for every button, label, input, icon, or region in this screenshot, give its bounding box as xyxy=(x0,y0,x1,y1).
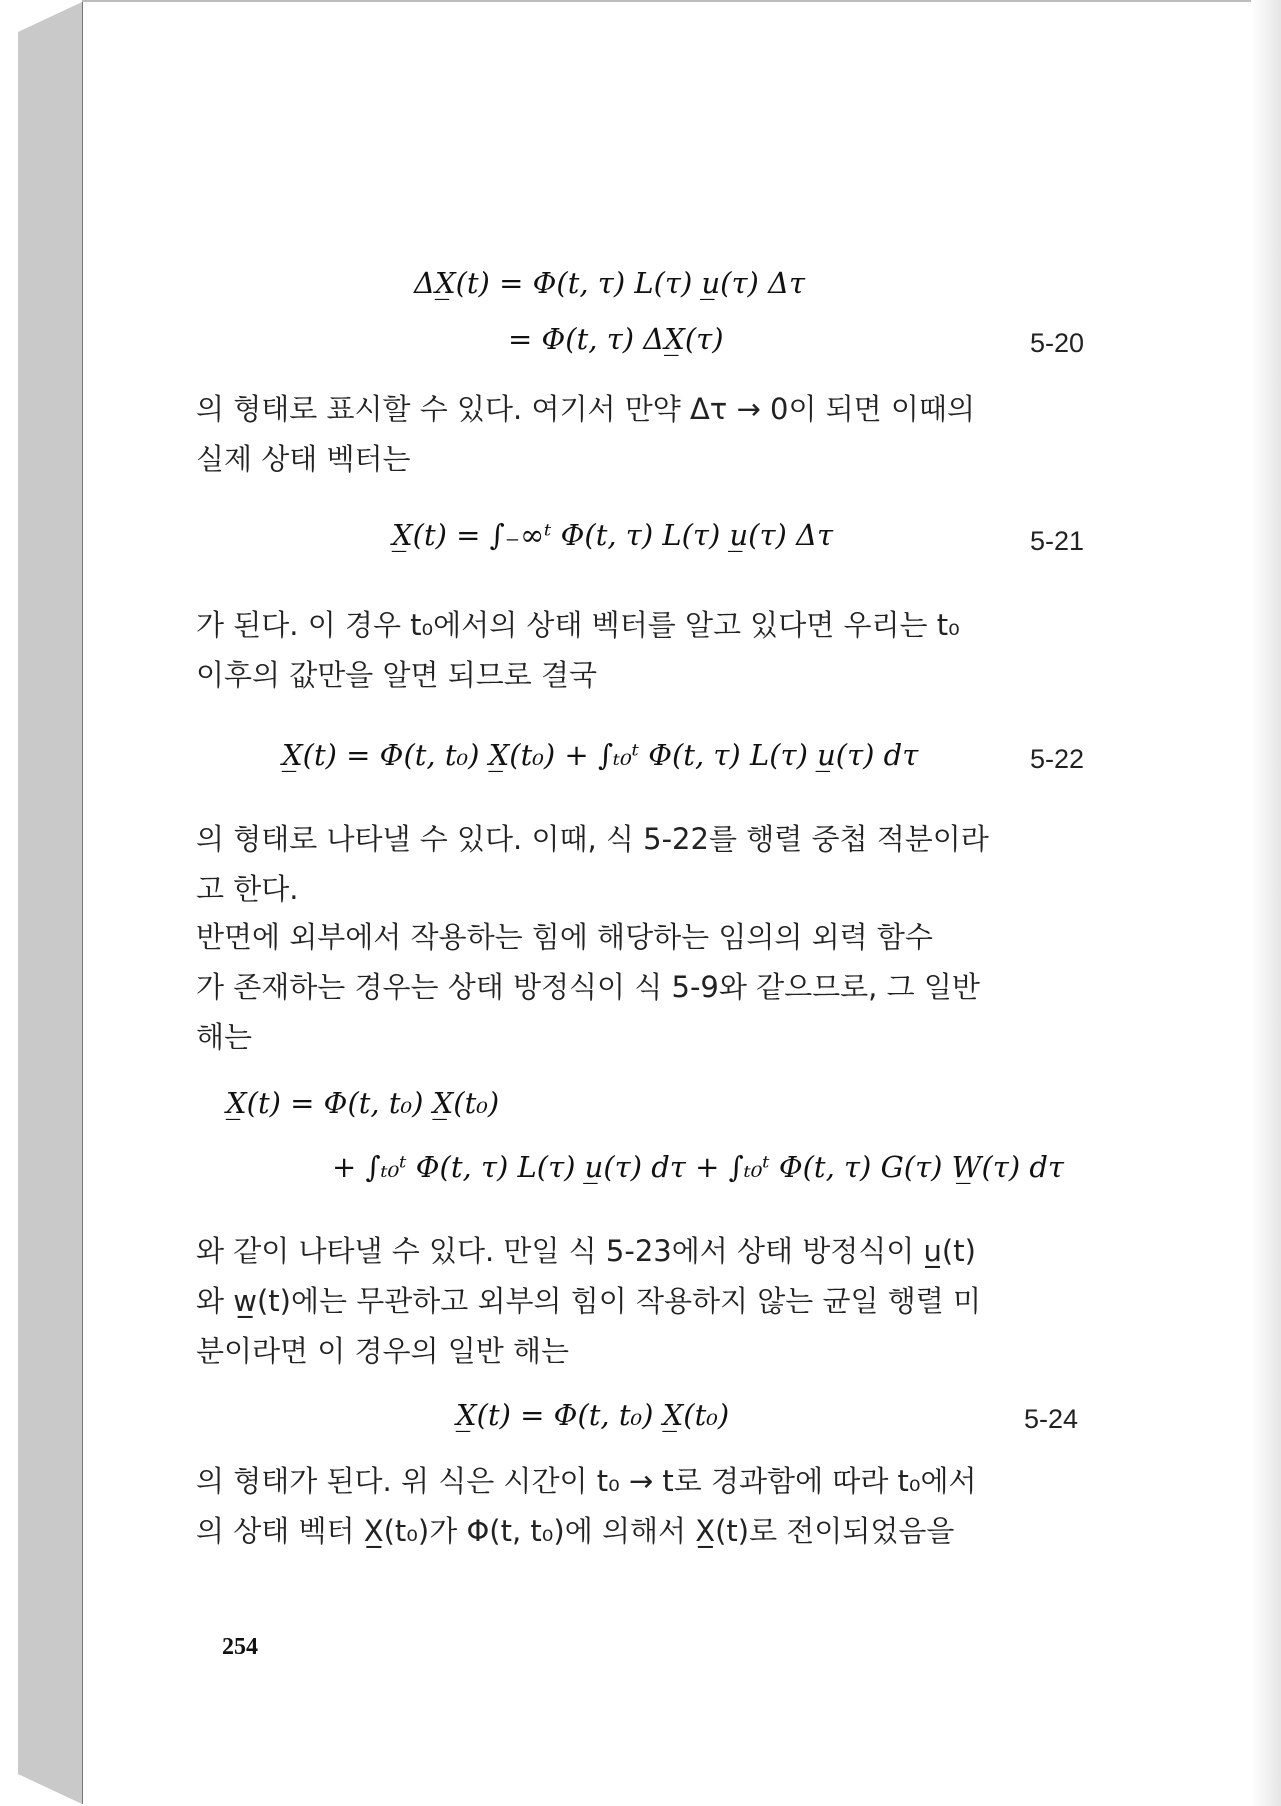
paragraph-line: 가 된다. 이 경우 t₀에서의 상태 벡터를 알고 있다면 우리는 t₀ xyxy=(196,608,960,642)
page-right-shadow xyxy=(1251,0,1281,1806)
paragraph-1 xyxy=(196,384,1086,484)
equation-5-23-line2: + ∫ₜ₀ᵗ Φ(t, τ) L(τ) u̲(τ) dτ + ∫ₜ₀ᵗ Φ(t, τ) G(τ) W̲(τ) dτ xyxy=(332,1150,1064,1184)
paragraph-line: 의 형태가 된다. 위 식은 시간이 t₀ → t로 경과함에 따라 t₀에서 xyxy=(196,1464,977,1498)
equation-5-20-line1: ΔX̲(t) = Φ(t, τ) L(τ) u̲(τ) Δτ xyxy=(414,266,806,300)
equation-5-23-line1: X̲(t) = Φ(t, t₀) X̲(t₀) xyxy=(226,1086,500,1120)
paragraph-line: 실제 상태 벡터는 xyxy=(196,442,411,476)
paragraph-line: 와 같이 나타낼 수 있다. 만일 식 5-23에서 상태 방정식이 u̲(t) xyxy=(196,1234,976,1268)
equation-number-5-20: 5-20 xyxy=(1030,328,1085,358)
equation-5-21: X̲(t) = ∫₋∞ᵗ Φ(t, τ) L(τ) u̲(τ) Δτ xyxy=(392,518,834,552)
paragraph-5 xyxy=(196,1226,1086,1376)
paragraph-6 xyxy=(196,1456,1086,1556)
equation-number-5-21: 5-21 xyxy=(1030,526,1085,556)
paragraph-line: 분이라면 이 경우의 일반 해는 xyxy=(196,1334,570,1368)
equation-5-22: X̲(t) = Φ(t, t₀) X̲(t₀) + ∫ₜ₀ᵗ Φ(t, τ) L(τ) u̲(τ) dτ xyxy=(282,738,919,772)
paragraph-4 xyxy=(196,912,1086,1062)
paragraph-line: 의 형태로 나타낼 수 있다. 이때, 식 5-22를 행렬 중첩 적분이라 xyxy=(196,822,989,856)
paragraph-line: 와 w̲(t)에는 무관하고 외부의 힘이 작용하지 않는 균일 행렬 미 xyxy=(196,1284,982,1318)
equation-number-5-22: 5-22 xyxy=(1030,744,1085,774)
paragraph-line: 가 존재하는 경우는 상태 방정식이 식 5-9와 같으므로, 그 일반 xyxy=(196,970,980,1004)
equation-number-5-24: 5-24 xyxy=(1024,1404,1079,1434)
paragraph-line: 의 상태 벡터 X̲(t₀)가 Φ(t, t₀)에 의해서 X̲(t)로 전이되었음을 xyxy=(196,1514,955,1548)
book-spine xyxy=(18,2,82,1804)
paragraph-line: 이후의 값만을 알면 되므로 결국 xyxy=(196,658,598,692)
page-number: 254 xyxy=(222,1634,258,1660)
paragraph-line: 고 한다. xyxy=(196,872,299,906)
equation-5-24: X̲(t) = Φ(t, t₀) X̲(t₀) xyxy=(456,1398,730,1432)
paragraph-line: 반면에 외부에서 작용하는 힘에 해당하는 임의의 외력 함수 xyxy=(196,920,933,954)
paragraph-line: 해는 xyxy=(196,1020,253,1054)
paragraph-line: 의 형태로 표시할 수 있다. 여기서 만약 Δτ → 0이 되면 이때의 xyxy=(196,392,975,426)
equation-5-20-line2: = Φ(t, τ) ΔX̲(τ) xyxy=(508,322,724,356)
paragraph-3 xyxy=(196,814,1086,914)
paragraph-2 xyxy=(196,600,1086,700)
